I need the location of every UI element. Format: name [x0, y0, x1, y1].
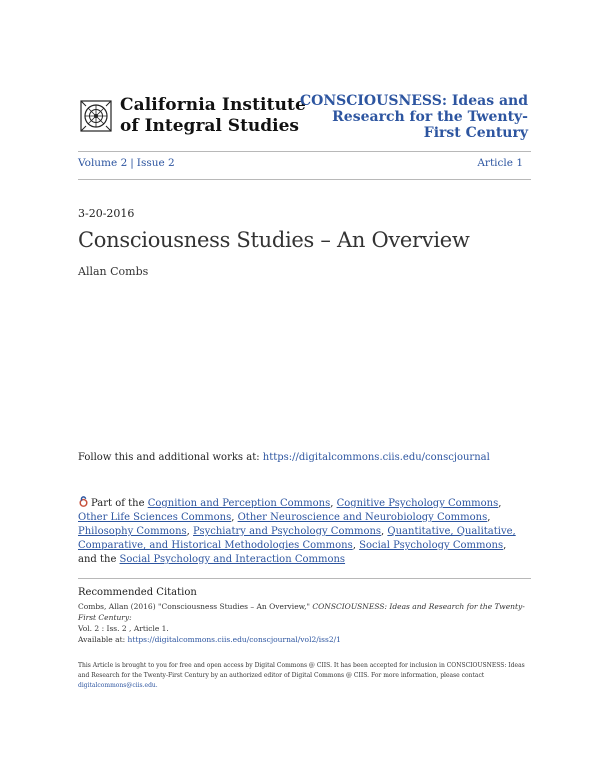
part-of-label: Part of the — [91, 498, 145, 509]
citation-url-link[interactable]: https://digitalcommons.ciis.edu/conscjournal/vol2/iss2/1 — [127, 635, 341, 644]
contact-email-link[interactable]: digitalcommons@ciis.edu. — [78, 682, 158, 689]
article-link[interactable]: Article 1 — [477, 157, 523, 169]
and-the-text: , and the — [78, 540, 507, 565]
citation-journal: CONSCIOUSNESS: Ideas and Research for the Twenty-First Century: — [78, 602, 525, 622]
open-access-icon — [78, 496, 89, 507]
commons-link-psychiatry-psychology[interactable]: Psychiatry and Psychology Commons — [193, 526, 382, 537]
commons-link-cognition-perception[interactable]: Cognition and Perception Commons — [147, 498, 331, 509]
article-title: Consciousness Studies – An Overview — [78, 228, 470, 252]
commons-link-quantitative-qualitative[interactable]: Quantitative, Qualitative, Comparative, and Historical Methodologies Commons — [78, 526, 516, 551]
commons-link-social-psychology[interactable]: Social Psychology Commons — [359, 540, 504, 551]
issue-link[interactable]: Issue 2 — [136, 157, 175, 169]
access-footnote — [78, 661, 530, 691]
issue-separator: | — [130, 157, 134, 169]
commons-link-social-psychology-interaction[interactable]: Social Psychology and Interaction Commons — [119, 554, 346, 565]
commons-link-philosophy[interactable]: Philosophy Commons — [78, 526, 187, 537]
citation-prefix: Combs, Allan (2016) "Consciousness Studies – An Overview," — [78, 602, 310, 611]
citation-volume: Vol. 2 : Iss. 2 , Article 1. — [78, 624, 169, 633]
commons-link-cognitive-psychology[interactable]: Cognitive Psychology Commons — [336, 498, 499, 509]
commons-link-other-neuroscience[interactable]: Other Neuroscience and Neurobiology Commons — [237, 512, 488, 523]
journal-title-link[interactable]: CONSCIOUSNESS: Ideas and Research for the Twenty-First Century — [300, 93, 528, 141]
part-of-commons: Part of the Cognition and Perception Commons, Cognitive Psychology Commons, Other Life Sciences Commons, Other Neuroscience and Neurobiology Commons, Philosophy Commons, Psychiatry and Psychology Commons, Quantitative, Qualitative, Comparative, and Historical Methodologies Commons, Social Psychology Commons, and the Social Psychology and Interaction Commons — [78, 498, 516, 565]
publication-date: 3-20-2016 — [78, 207, 135, 220]
article-author: Allan Combs — [78, 265, 149, 278]
issue-divider — [78, 179, 531, 180]
citation-text — [78, 601, 530, 645]
header-divider — [78, 151, 531, 152]
citation-available-label: Available at: — [78, 635, 126, 644]
follow-url-link[interactable]: https://digitalcommons.ciis.edu/conscjournal — [262, 452, 490, 463]
follow-label: Follow this and additional works at: — [78, 452, 260, 463]
follow-line — [78, 452, 490, 463]
citation-divider — [78, 578, 531, 579]
volume-link[interactable]: Volume 2 — [78, 157, 128, 169]
ciis-emblem-icon — [78, 98, 114, 134]
logo-line-2: of Integral Studies — [120, 116, 300, 136]
ciis-logo[interactable] — [78, 95, 306, 137]
commons-link-other-life-sciences[interactable]: Other Life Sciences Commons — [78, 512, 232, 523]
logo-text — [120, 95, 306, 137]
logo-line-1: California Institute — [120, 95, 306, 115]
footnote-text: This Article is brought to you for free and open access by Digital Commons @ CIIS. It has been accepted for inclusion in CONSCIOUSNESS: Ideas and Research for the Twenty-First Century by an authorized editor of Digital Commons @ CIIS. For more information, please contact — [78, 662, 525, 679]
recommended-citation-heading: Recommended Citation — [78, 587, 197, 598]
